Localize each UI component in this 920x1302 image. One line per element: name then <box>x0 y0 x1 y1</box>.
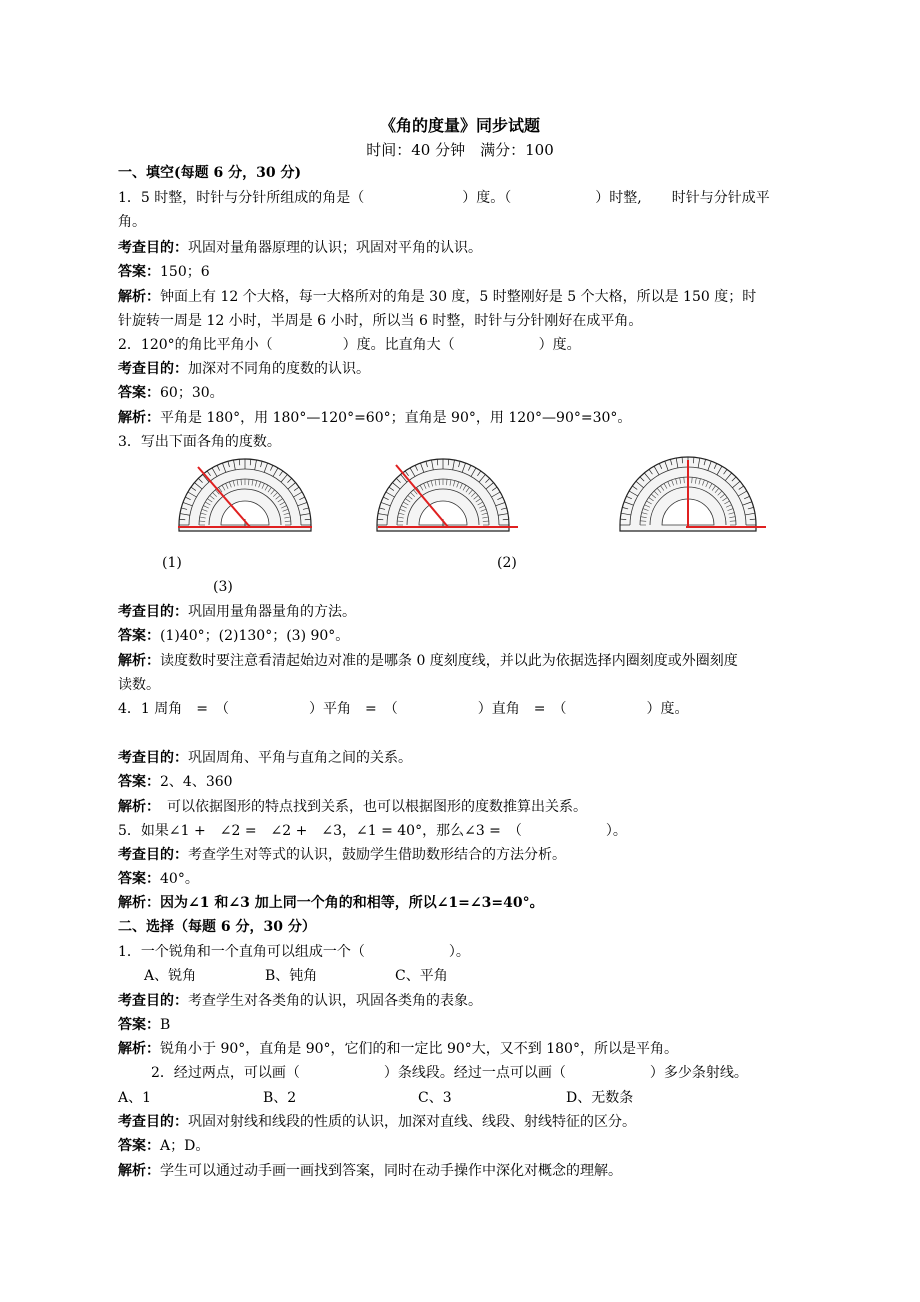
q1-answer: 答案：150；6 <box>118 264 210 280</box>
q4-explanation: 解析： 可以依据图形的特点找到关系，也可以根据图形的度数推算出关系。 <box>118 799 587 815</box>
q4-goal: 考查目的：巩固周角、平角与直角之间的关系。 <box>118 750 412 766</box>
choice-1-option-a: A、锐角 <box>144 968 197 984</box>
question-1: 1．5 时整，时针与分针所组成的角是（ ）度。（ ）时整, 时针与分针成平 <box>118 190 770 206</box>
q2-answer: 答案：60；30。 <box>118 385 224 401</box>
q4-answer: 答案：2、4、360 <box>118 774 233 790</box>
q3-goal: 考查目的：巩固用量角器量角的方法。 <box>118 604 356 620</box>
protractor-2 <box>368 455 518 540</box>
question-2: 2．120°的角比平角小（ ）度。比直角大（ ）度。 <box>118 337 581 353</box>
c1-goal: 考查目的：考查学生对各类角的认识，巩固各类角的表象。 <box>118 993 482 1009</box>
section-heading-choice: 二、选择（每题 6 分，30 分） <box>118 919 316 935</box>
question-1-cont: 角。 <box>118 214 146 230</box>
q3-explanation: 解析：读度数时要注意看清起始边对准的是哪条 0 度刻度线，并以此为依据选择内圈刻度或外圈刻度 <box>118 653 738 669</box>
q5-explanation: 解析：因为∠1 和∠3 加上同一个角的和相等，所以∠1=∠3=40°。 <box>118 895 544 911</box>
c1-answer: 答案：B <box>118 1017 171 1033</box>
choice-2-option-b: B、2 <box>263 1090 297 1106</box>
question-4: 4．1 周角 = （ ）平角 = （ ）直角 = （ ）度。 <box>118 701 689 717</box>
protractor-label-3: (3) <box>213 579 233 595</box>
q1-explanation: 解析：钟面上有 12 个大格，每一大格所对的角是 30 度，5 时整刚好是 5 个大格，所以是 150 度；时 <box>118 289 757 305</box>
c2-explanation: 解析：学生可以通过动手画一画找到答案，同时在动手操作中深化对概念的理解。 <box>118 1163 622 1179</box>
page-title: 《角的度量》同步试题 <box>379 116 540 135</box>
q3-answer: 答案：(1)40°；(2)130°；(3) 90°。 <box>118 628 350 644</box>
q2-goal: 考查目的：加深对不同角的度数的认识。 <box>118 361 370 377</box>
q5-goal: 考查目的：考查学生对等式的认识，鼓励学生借助数形结合的方法分析。 <box>118 847 566 863</box>
page-subtitle: 时间：40 分钟 满分：100 <box>366 141 554 159</box>
protractor-label-2: (2) <box>497 555 517 571</box>
section-heading-fill: 一、填空(每题 6 分，30 分) <box>118 165 302 181</box>
q3-explanation-cont: 读数。 <box>118 677 160 693</box>
q2-explanation: 解析：平角是 180°，用 180°—120°=60°；直角是 90°，用 120°—90°=30°。 <box>118 410 632 426</box>
protractor-label-1: (1) <box>162 555 182 571</box>
choice-question-2: 2．经过两点，可以画（ ）条线段。经过一点可以画（ ）多少条射线。 <box>151 1065 748 1081</box>
c2-answer: 答案：A；D。 <box>118 1138 210 1154</box>
c1-explanation: 解析：锐角小于 90°，直角是 90°，它们的和一定比 90°大，又不到 180°，所以是平角。 <box>118 1041 678 1057</box>
protractor-3 <box>608 455 768 540</box>
choice-question-1: 1．一个锐角和一个直角可以组成一个（ ）。 <box>118 944 470 960</box>
question-5: 5．如果∠1 + ∠2 = ∠2 + ∠3，∠1 = 40°，那么∠3 = （ ）。 <box>118 823 627 839</box>
c2-goal: 考查目的：巩固对射线和线段的性质的认识，加深对直线、线段、射线特征的区分。 <box>118 1114 636 1130</box>
protractor-1 <box>170 455 320 540</box>
choice-1-option-b: B、钝角 <box>265 968 318 984</box>
choice-2-option-c: C、3 <box>418 1090 452 1106</box>
choice-2-option-a: A、1 <box>118 1090 152 1106</box>
choice-1-option-c: C、平角 <box>395 968 448 984</box>
q5-answer: 答案：40°。 <box>118 871 199 887</box>
q1-goal: 考查目的：巩固对量角器原理的认识；巩固对平角的认识。 <box>118 240 482 256</box>
question-3: 3．写出下面各角的度数。 <box>118 434 281 450</box>
q1-explanation-cont: 针旋转一周是 12 小时，半周是 6 小时，所以当 6 时整，时针与分针刚好在成平角。 <box>118 313 643 329</box>
choice-2-option-d: D、无数条 <box>566 1090 634 1106</box>
